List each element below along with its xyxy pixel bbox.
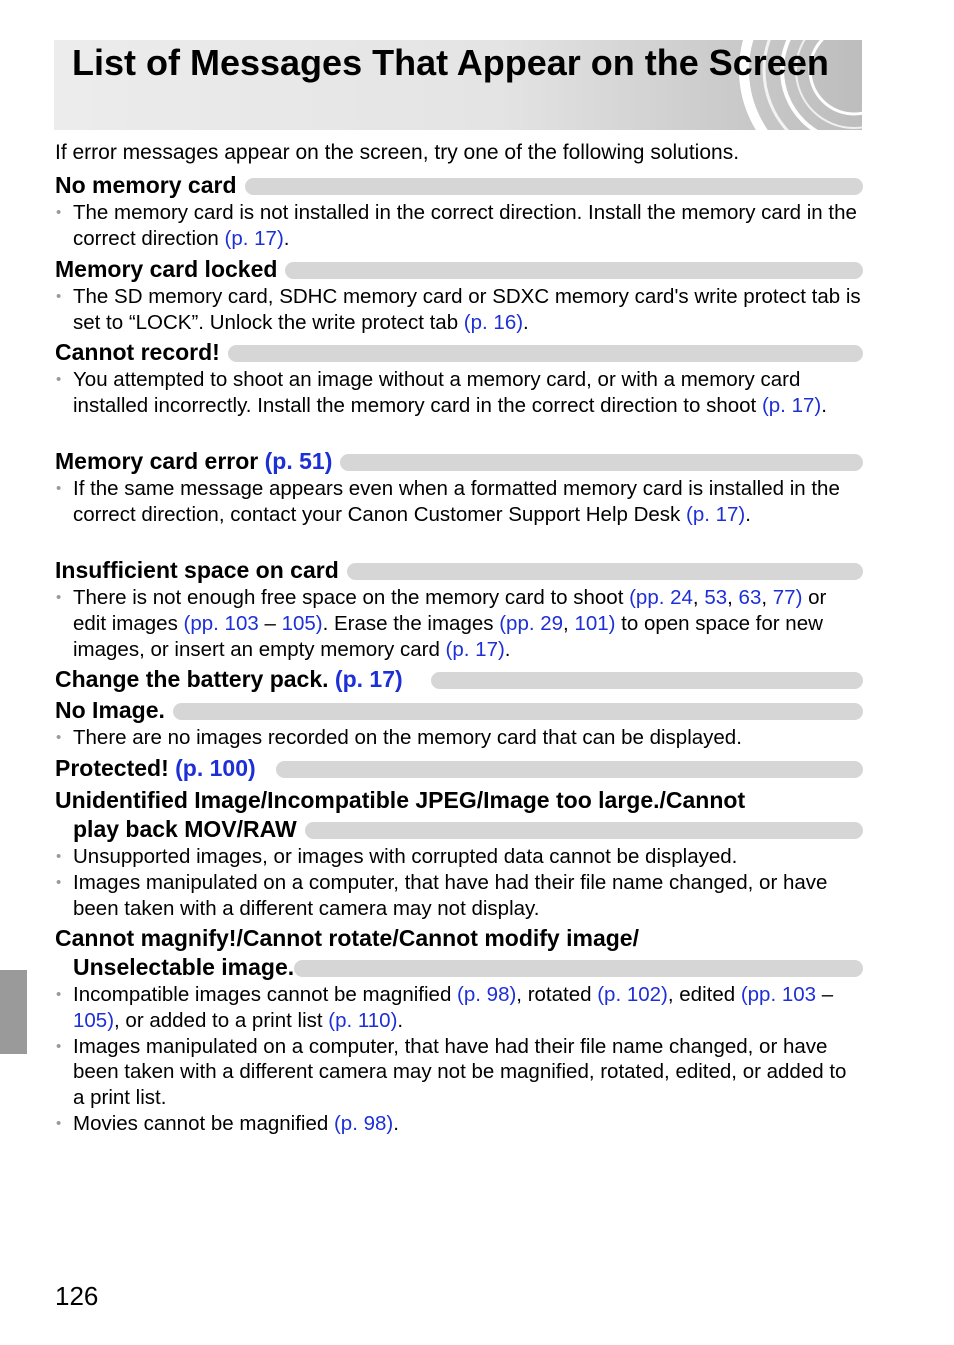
section-heading-cont: Unselectable image.: [73, 954, 295, 980]
list-item: • Unsupported images, or images with corrupted data cannot be displayed.: [55, 844, 863, 870]
section-no-image: [55, 696, 863, 751]
section-memory-card-error: [55, 447, 863, 528]
list-item: • Incompatible images cannot be magnified (p. 98), rotated (p. 102), edited (pp. 103 – 105), or added to a print list (p. 110).: [55, 982, 863, 1034]
page-link[interactable]: (p. 17): [445, 637, 505, 661]
list-item: • The SD memory card, SDHC memory card or SDXC memory card's write protect tab is set to “LOCK”. Unlock the write protect tab (p. 16).: [55, 284, 863, 336]
intro-text: If error messages appear on the screen, try one of the following solutions.: [55, 141, 740, 164]
section-protected: [55, 754, 863, 783]
section-insufficient-space: [55, 556, 863, 662]
list-item: • There are no images recorded on the memory card that can be displayed.: [55, 725, 863, 751]
page-link[interactable]: (p. 98): [457, 983, 517, 1006]
page-link[interactable]: 105): [281, 611, 323, 635]
list-item: • You attempted to shoot an image without a memory card, or with a memory card installed incorrectly. Install the memory card in the correct direction to shoot (p. 17).: [55, 367, 863, 419]
heading-bar: [276, 761, 863, 778]
list-item: • If the same message appears even when a formatted memory card is installed in the correct direction, contact your Canon Customer Support Help Desk (p. 17).: [55, 476, 863, 528]
page-link[interactable]: (pp. 103: [183, 611, 259, 635]
page-link[interactable]: (p. 100): [175, 755, 256, 781]
page-link[interactable]: (pp. 103: [740, 983, 817, 1006]
heading-bar: [245, 178, 863, 195]
list-item: • Movies cannot be magnified (p. 98).: [55, 1111, 863, 1137]
chapter-side-tab: [0, 970, 27, 1054]
page-link[interactable]: (p. 51): [264, 448, 333, 474]
list-item: • There is not enough free space on the memory card to shoot (pp. 24, 53, 63, 77) or edit images (pp. 103 – 105). Erase the images (pp. 29, 101) to open space for new images, or insert an empty memory card (p. 17).: [55, 585, 863, 662]
section-heading: Memory card error: [55, 448, 259, 474]
list-item: • Images manipulated on a computer, that have had their file name changed, or have been taken with a different camera may not be magnified, rotated, edited, or added to a print list.: [55, 1034, 863, 1111]
page-link[interactable]: 101): [574, 611, 616, 635]
section-unidentified-image: [55, 786, 863, 921]
section-change-battery: [55, 665, 863, 694]
section-heading: Protected!: [55, 755, 169, 781]
page-link[interactable]: (p. 98): [333, 1111, 394, 1135]
section-heading: No Image.: [55, 696, 173, 725]
section-cannot-magnify: [55, 924, 863, 1137]
title-banner: [54, 40, 862, 130]
heading-bar: [228, 345, 863, 362]
page-link[interactable]: (p. 110): [328, 1008, 398, 1032]
heading-bar: [431, 672, 863, 689]
heading-bar: [347, 563, 863, 580]
section-heading: Change the battery pack.: [55, 666, 329, 692]
page-number: 126: [55, 1281, 99, 1311]
page-link[interactable]: (p. 17): [334, 666, 403, 692]
heading-bar: [285, 262, 863, 279]
section-heading: Unidentified Image/Incompatible JPEG/Image too large./Cannot: [55, 787, 746, 813]
section-heading: Memory card locked: [55, 255, 285, 284]
page-link[interactable]: (p. 16): [463, 310, 524, 334]
list-item: • The memory card is not installed in the correct direction. Install the memory card in the correct direction (p. 17).: [55, 200, 863, 252]
section-no-memory-card: [55, 171, 863, 252]
section-heading: Cannot record!: [55, 338, 228, 367]
page-link[interactable]: 63: [738, 586, 762, 609]
page-link[interactable]: 77): [772, 586, 803, 609]
page-link[interactable]: 105): [73, 1008, 115, 1032]
page-link[interactable]: (p. 17): [761, 393, 822, 417]
page-link[interactable]: (pp. 29: [499, 611, 564, 635]
list-item: • Images manipulated on a computer, that have had their file name changed, or have been taken with a different camera may not display.: [55, 870, 863, 922]
section-heading-cont: play back MOV/RAW: [73, 816, 297, 842]
page-title: List of Messages That Appear on the Screen: [72, 42, 829, 83]
page-link[interactable]: (p. 102): [597, 983, 668, 1006]
heading-bar: [340, 454, 863, 471]
section-heading: Cannot magnify!/Cannot rotate/Cannot modify image/: [55, 925, 639, 951]
page-link[interactable]: 53: [704, 586, 728, 609]
page-link[interactable]: (p. 17): [686, 502, 746, 526]
section-cannot-record: [55, 338, 863, 419]
heading-bar: [173, 703, 863, 720]
section-heading: No memory card: [55, 171, 245, 200]
page-link[interactable]: (p. 17): [224, 226, 284, 250]
page-link[interactable]: (pp. 24: [629, 586, 693, 609]
heading-bar: [294, 960, 863, 977]
section-memory-card-locked: [55, 255, 863, 336]
section-heading: Insufficient space on card: [55, 556, 347, 585]
heading-bar: [305, 822, 863, 839]
